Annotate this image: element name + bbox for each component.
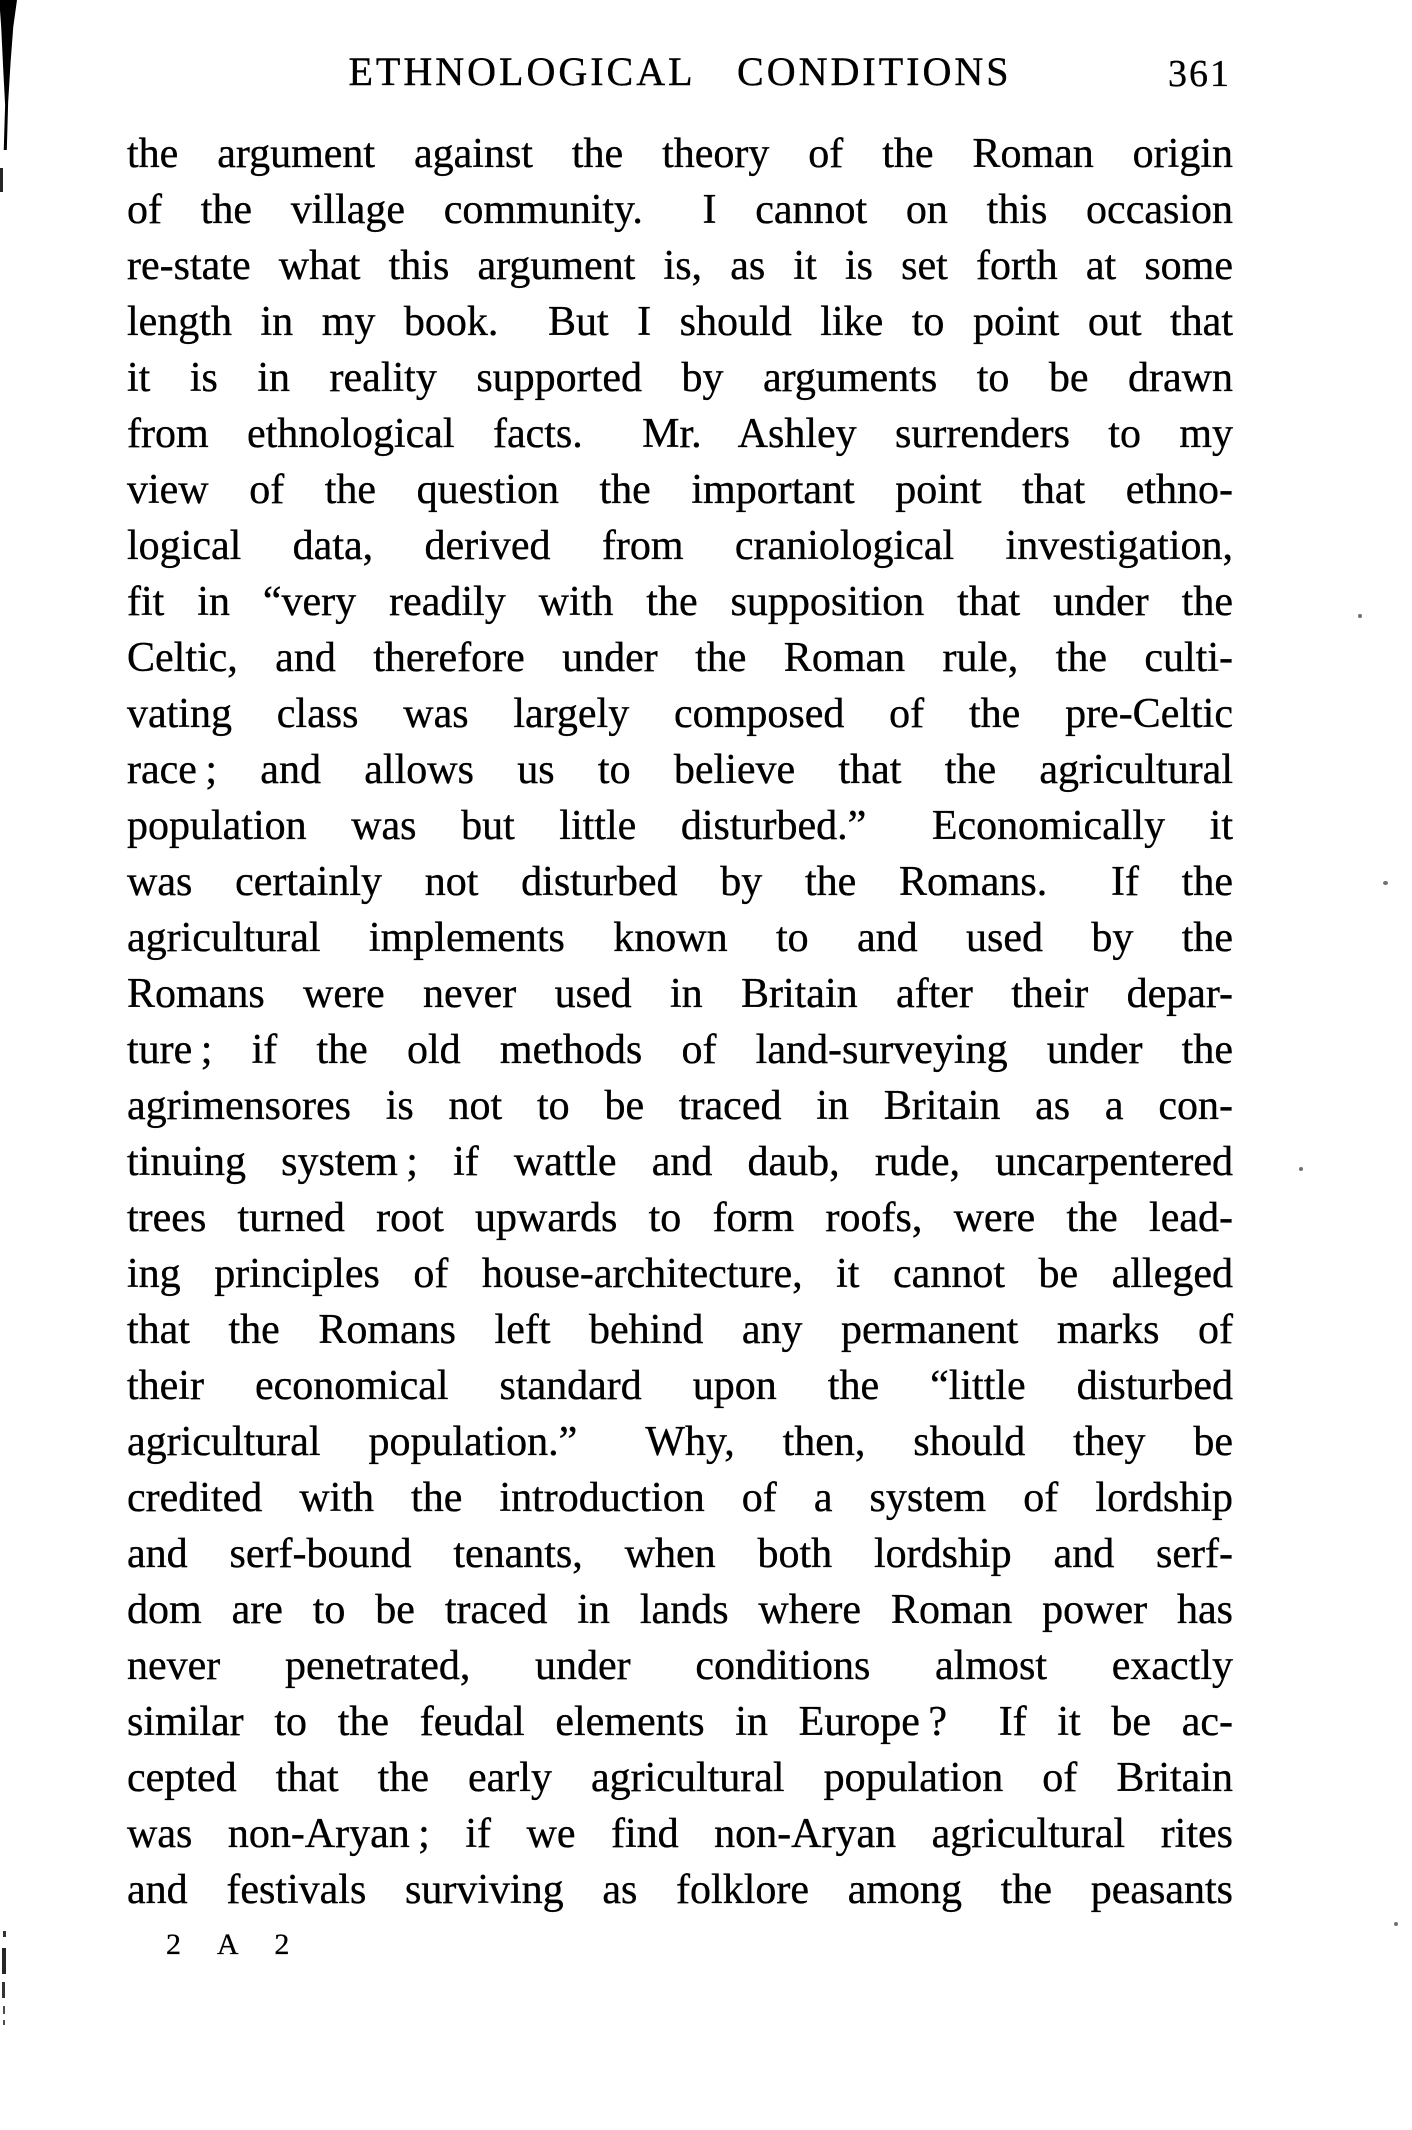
body-text-line: re-state what this argument is, as it is set forth at some [127, 243, 1233, 289]
running-title: ETHNOLOGICAL CONDITIONS [348, 49, 1012, 94]
scan-artifact-dash [3, 1931, 6, 1937]
body-text-line: logical data, derived from craniological investigation, [127, 523, 1233, 569]
body-text-line: credited with the introduction of a system of lordship [127, 1475, 1233, 1521]
body-text-line: Romans were never used in Britain after their depar- [127, 971, 1233, 1017]
signature-mark: 2 A 2 [166, 1928, 305, 1961]
body-text-line: Celtic, and therefore under the Roman rule, the culti- [127, 635, 1233, 681]
scan-artifact-dash [2, 1982, 5, 1998]
body-text-line: similar to the feudal elements in Europe ? If it be ac- [127, 1699, 1233, 1745]
body-text-line: dom are to be traced in lands where Roman power has [127, 1587, 1233, 1633]
body-text-line: was certainly not disturbed by the Romans. If the [127, 859, 1233, 905]
scan-speck [1358, 614, 1362, 618]
body-text-line: vating class was largely composed of the pre-Celtic [127, 691, 1233, 737]
page-header [127, 42, 1233, 98]
scan-speck [1299, 1167, 1303, 1171]
body-text-line: race ; and allows us to believe that the agricultural [127, 747, 1233, 793]
body-text-line: ture ; if the old methods of land-surveying under the [127, 1027, 1233, 1073]
body-text-line: from ethnological facts. Mr. Ashley surrenders to my [127, 411, 1233, 457]
scan-artifact-dash [3, 2020, 5, 2025]
body-text-line: was non-Aryan ; if we find non-Aryan agricultural rites [127, 1811, 1233, 1857]
scan-speck [1383, 881, 1388, 885]
body-text-line: agricultural implements known to and used by the [127, 915, 1233, 961]
body-text-line: cepted that the early agricultural population of Britain [127, 1755, 1233, 1801]
scan-artifact-dash [3, 2006, 5, 2014]
body-text-line: and festivals surviving as folklore among the peasants [127, 1867, 1233, 1913]
body-text-line: trees turned root upwards to form roofs, were the lead- [127, 1195, 1233, 1241]
scan-artifact-dash [2, 1948, 6, 1974]
body-text-line: the argument against the theory of the Roman origin [127, 131, 1233, 177]
body-text-line: ing principles of house-architecture, it cannot be alleged [127, 1251, 1233, 1297]
scan-artifact-blob [0, 0, 17, 150]
body-text-line: tinuing system ; if wattle and daub, rude, uncarpentered [127, 1139, 1233, 1185]
scan-speck [1394, 1922, 1398, 1926]
body-text-line: their economical standard upon the “little disturbed [127, 1363, 1233, 1409]
body-text-line: it is in reality supported by arguments to be drawn [127, 355, 1233, 401]
body-text-line: and serf-bound tenants, when both lordship and serf- [127, 1531, 1233, 1577]
page-number: 361 [1168, 53, 1231, 95]
scan-artifact-dash [0, 168, 3, 192]
body-text-block [127, 126, 1233, 1918]
body-text-line: never penetrated, under conditions almost exactly [127, 1643, 1233, 1689]
body-text-line: view of the question the important point that ethno- [127, 467, 1233, 513]
body-text-line: population was but little disturbed.” Economically it [127, 803, 1233, 849]
body-text-line: fit in “very readily with the supposition that under the [127, 579, 1233, 625]
body-text-line: length in my book. But I should like to point out that [127, 299, 1233, 345]
body-text-line: that the Romans left behind any permanent marks of [127, 1307, 1233, 1353]
body-text-line: agricultural population.” Why, then, should they be [127, 1419, 1233, 1465]
body-text-line: agrimensores is not to be traced in Britain as a con- [127, 1083, 1233, 1129]
body-text-line: of the village community. I cannot on this occasion [127, 187, 1233, 233]
